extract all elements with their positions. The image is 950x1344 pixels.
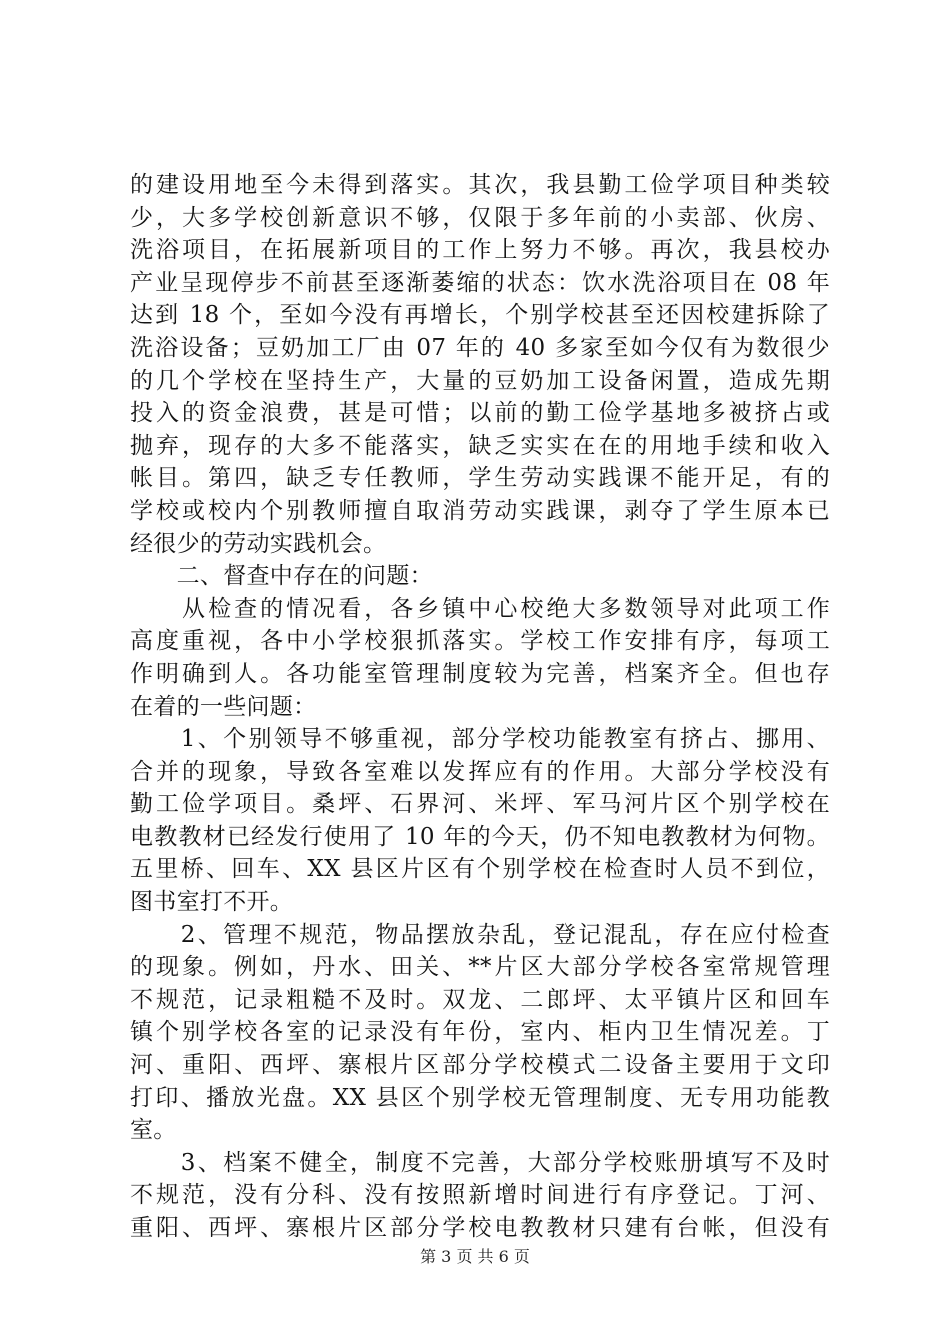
text-line: 投入的资金浪费，甚是可惜；以前的勤工俭学基地多被挤占或 <box>130 400 830 427</box>
text-line: 河、重阳、西坪、寨根片区部分学校模式二设备主要用于文印 <box>130 1052 830 1079</box>
text-line: 2、管理不规范，物品摆放杂乱，登记混乱，存在应付检查 <box>130 921 830 948</box>
text-line: 1、个别领导不够重视，部分学校功能教室有挤占、挪用、 <box>130 726 830 753</box>
text-line: 抛弃，现存的大多不能落实，缺乏实实在在的用地手续和收入 <box>130 432 830 459</box>
text-line: 的现象。例如，丹水、田关、**片区大部分学校各室常规管理 <box>130 954 830 981</box>
text-line: 学校或校内个别教师擅自取消劳动实践课，剥夺了学生原本已 <box>130 497 830 524</box>
section-heading: 二、督查中存在的问题： <box>130 563 433 590</box>
text-line: 图书室打不开。 <box>130 889 294 916</box>
text-line: 产业呈现停步不前甚至逐渐萎缩的状态：饮水洗浴项目在 08 年 <box>130 269 830 296</box>
text-line: 不规范，记录粗糙不及时。双龙、二郎坪、太平镇片区和回车 <box>130 986 830 1013</box>
text-line: 的几个学校在坚持生产，大量的豆奶加工设备闲置，造成先期 <box>130 367 830 394</box>
text-line: 少，大多学校创新意识不够，仅限于多年前的小卖部、伙房、 <box>130 204 830 231</box>
body-text <box>130 169 830 1245</box>
text-line: 帐目。第四，缺乏专任教师，学生劳动实践课不能开足，有的 <box>130 465 830 492</box>
text-line: 在着的一些问题： <box>130 693 317 720</box>
text-line: 不规范，没有分科、没有按照新增时间进行有序登记。丁河、 <box>130 1182 830 1209</box>
text-line: 五里桥、回车、XX 县区片区有个别学校在检查时人员不到位， <box>130 856 830 883</box>
text-line: 重阳、西坪、寨根片区部分学校电教教材只建有台帐，但没有 <box>130 1215 830 1241</box>
text-line: 高度重视，各中小学校狠抓落实。学校工作安排有序，每项工 <box>130 628 830 655</box>
text-line: 室。 <box>130 1117 177 1144</box>
text-line: 镇个别学校各室的记录没有年份，室内、柜内卫生情况差。丁 <box>130 1019 830 1046</box>
text-line: 达到 18 个，至如今没有再增长，个别学校甚至还因校建拆除了 <box>130 302 830 329</box>
text-line: 打印、播放光盘。XX 县区个别学校无管理制度、无专用功能教 <box>130 1084 830 1111</box>
text-line: 洗浴设备；豆奶加工厂由 07 年的 40 多家至如今仅有为数很少 <box>130 334 830 361</box>
text-line: 洗浴项目，在拓展新项目的工作上努力不够。再次，我县校办 <box>130 237 830 264</box>
text-line: 作明确到人。各功能室管理制度较为完善，档案齐全。但也存 <box>130 660 830 687</box>
text-line: 3、档案不健全，制度不完善，大部分学校账册填写不及时 <box>130 1149 830 1176</box>
text-line: 的建设用地至今未得到落实。其次，我县勤工俭学项目种类较 <box>130 172 830 198</box>
text-line: 合并的现象，导致各室难以发挥应有的作用。大部分学校没有 <box>130 758 830 785</box>
text-line: 电教教材已经发行使用了 10 年的今天，仍不知电教教材为何物。 <box>130 823 830 850</box>
text-line: 勤工俭学项目。桑坪、石界河、米坪、军马河片区个别学校在 <box>130 791 830 818</box>
text-line: 从检查的情况看，各乡镇中心校绝大多数领导对此项工作 <box>130 595 830 622</box>
text-line: 经很少的劳动实践机会。 <box>130 530 387 557</box>
page-footer: 第 3 页 共 6 页 <box>420 1247 530 1266</box>
